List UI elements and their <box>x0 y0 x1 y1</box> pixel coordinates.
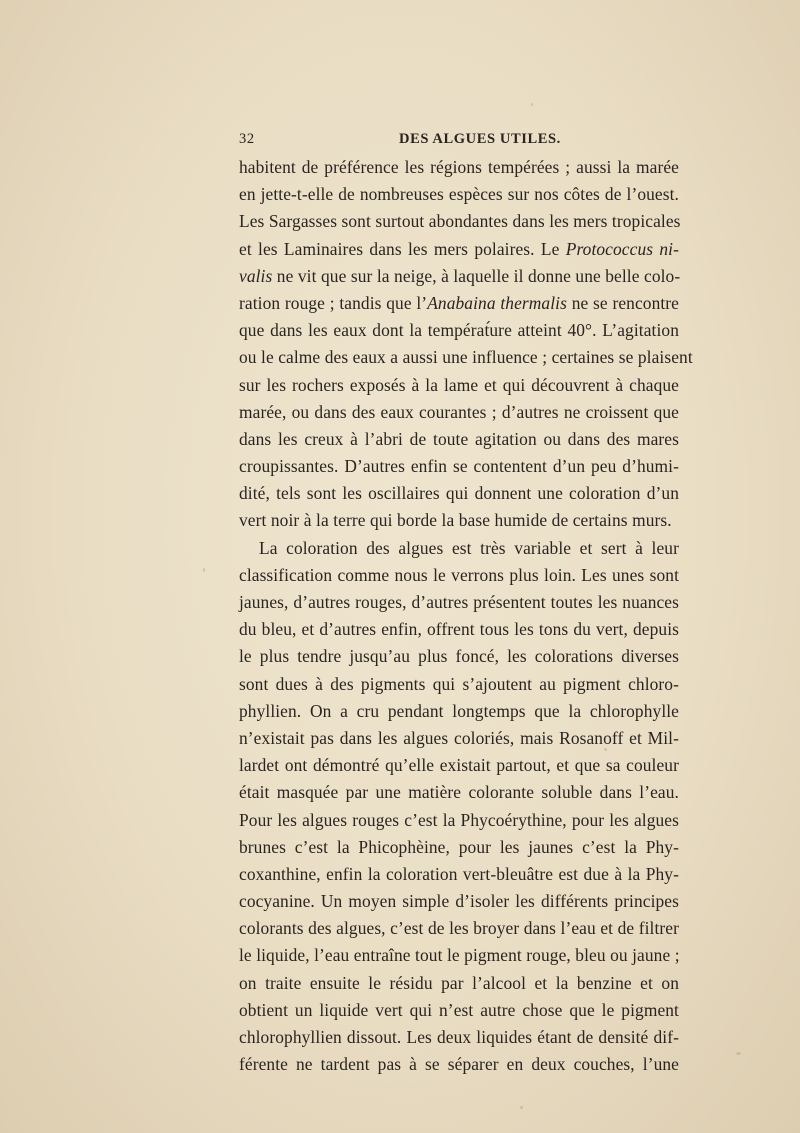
text-segment: et les Laminaires dans les mers polaires. Le <box>239 238 566 259</box>
text-segment: en jette-t-elle de nombreuses espèces sur nos côtes de l’ouest. <box>239 184 679 205</box>
text-line <box>239 426 679 453</box>
text-line <box>239 589 679 616</box>
text-segment: coxanthine, enfin la coloration vert-bleuâtre est due à la Phy- <box>239 863 679 884</box>
text-segment: ration rouge ; tandis que l’ <box>239 292 428 313</box>
text-line <box>239 725 679 752</box>
text-segment: chlorophyllien dissout. Les deux liquides étant de densité dif- <box>239 1027 679 1047</box>
text-line <box>239 263 679 290</box>
text-segment: le plus tendre jusqu’au plus foncé, les colorations diverses <box>239 646 679 667</box>
text-line <box>239 236 679 263</box>
page-number: 32 <box>239 131 255 147</box>
text-line <box>239 480 679 507</box>
text-segment: on traite ensuite le résidu par l’alcool et la benzine et on <box>239 972 679 993</box>
text-line <box>239 970 679 997</box>
body-text <box>239 154 693 1078</box>
text-line <box>239 453 679 480</box>
paper-speck <box>520 1106 523 1109</box>
text-segment: n’existait pas dans les algues coloriés, mais Rosanoff et Mil- <box>239 727 679 748</box>
text-line <box>239 344 693 371</box>
text-line <box>239 942 679 969</box>
text-segment: lardet ont démontré qu’elle existait partout, et que sa couleur <box>239 755 679 776</box>
text-line <box>239 861 679 888</box>
text-line <box>239 372 679 399</box>
page-header <box>239 131 679 151</box>
text-line <box>239 834 679 861</box>
text-segment: ne se rencontre <box>566 292 680 313</box>
text-segment: du bleu, et d’autres enfin, offrent tous les tons du vert, depuis <box>239 619 679 640</box>
text-segment: était masquée par une matière colorante soluble dans l’eau. <box>239 782 679 803</box>
text-segment: sur les rochers exposés à la lame et qui découvrent à chaque <box>239 374 679 395</box>
text-segment: La coloration des algues est très variable et sert à leur <box>259 537 679 558</box>
text-line <box>239 698 679 725</box>
text-segment: dité, tels sont les oscillaires qui donnent une coloration d’un <box>239 483 679 504</box>
text-line <box>239 562 679 589</box>
paper-speck <box>203 568 205 572</box>
text-line <box>239 915 679 942</box>
paper-speck <box>531 103 533 106</box>
text-line <box>239 317 679 344</box>
text-line <box>239 399 679 426</box>
text-segment: phyllien. On a cru pendant longtemps que la chlorophylle <box>239 700 679 721</box>
text-segment: obtient un liquide vert qui n’est autre chose que le pigment <box>239 999 679 1020</box>
text-line <box>239 643 679 670</box>
text-line <box>239 1024 679 1051</box>
text-segment: colorants des algues, c’est de les broyer dans l’eau et de filtrer <box>239 918 679 939</box>
text-segment: ne vit que sur la neige, à laquelle il donne une belle colo- <box>272 265 681 286</box>
text-segment: vert noir à la terre qui borde la base humide de certains murs. <box>239 510 672 531</box>
text-segment: jaunes, d’autres rouges, d’autres présentent toutes les nuances <box>239 592 679 612</box>
text-segment: Les Sargasses sont surtout abondantes dans les mers tropicales <box>239 211 681 232</box>
text-line <box>239 507 679 534</box>
text-line <box>239 181 679 208</box>
text-line <box>239 535 679 562</box>
paper-speck <box>736 1052 741 1055</box>
text-segment: férente ne tardent pas à se séparer en deux couches, l’une <box>239 1054 679 1075</box>
text-line <box>239 208 679 235</box>
text-segment: classification comme nous le verrons plus loin. Les unes sont <box>239 564 679 585</box>
text-segment: ou le calme des eaux a aussi une influence ; certaines se plaisent <box>239 347 693 368</box>
text-segment: brunes c’est la Phicophèine, pour les jaunes c’est la Phy- <box>239 836 679 857</box>
text-segment: que dans les eaux dont la températ́ure atteint 40°. L’agitation <box>239 320 679 341</box>
text-segment: Pour les algues rouges c’est la Phycoérythine, pour les algues <box>239 809 679 830</box>
italic-text: Anabaina thermalis <box>427 292 567 313</box>
text-line <box>239 290 679 317</box>
running-head: DES ALGUES UTILES. <box>399 131 561 147</box>
text-line <box>239 752 679 779</box>
text-segment: dans les creux à l’abri de toute agitation ou dans des mares <box>239 428 679 449</box>
text-line <box>239 154 679 181</box>
italic-text: valis <box>239 265 273 286</box>
text-line <box>239 616 679 643</box>
text-line <box>239 997 679 1024</box>
text-segment: cocyanine. Un moyen simple d’isoler les différents principes <box>239 891 679 912</box>
text-segment: marée, ou dans des eaux courantes ; d’autres ne croissent que <box>239 401 679 422</box>
text-line <box>239 779 679 806</box>
text-line <box>239 807 679 834</box>
text-segment: le liquide, l’eau entraîne tout le pigment rouge, bleu ou jaune ; <box>239 945 680 966</box>
text-segment: sont dues à des pigments qui s’ajoutent au pigment chloro- <box>239 673 679 694</box>
text-segment: croupissantes. D’autres enfin se contentent d’un peu d’humi- <box>239 456 679 477</box>
text-line <box>239 888 679 915</box>
text-segment: habitent de préférence les régions tempérées ; aussi la marée <box>239 157 679 177</box>
text-line <box>239 1051 679 1078</box>
text-line <box>239 671 679 698</box>
italic-text: Protococcus ni- <box>565 238 679 259</box>
